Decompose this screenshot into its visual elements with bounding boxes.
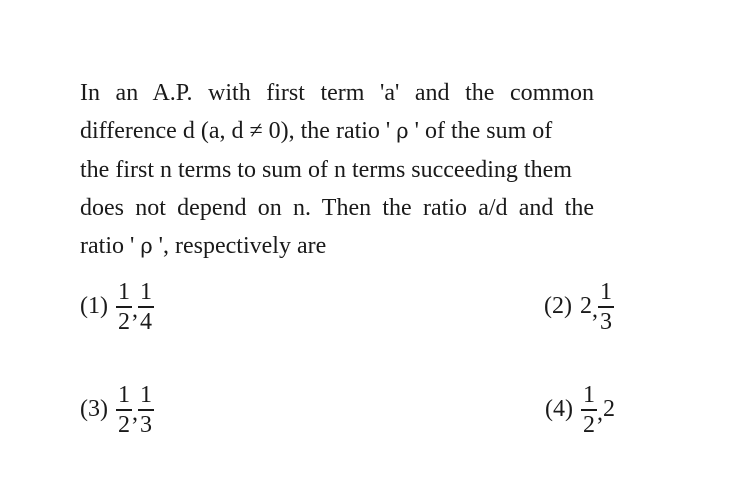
denominator: 3: [139, 411, 152, 438]
option-label: (2): [544, 293, 572, 320]
option-2[interactable]: [544, 280, 614, 334]
question-text: [80, 74, 680, 265]
integer-value: 2: [579, 293, 592, 320]
option-label: (4): [545, 396, 573, 423]
question-line-3: the first n terms to sum of n terms succeeding them: [80, 156, 572, 183]
fraction: [138, 280, 154, 334]
denominator: 4: [139, 308, 152, 335]
numerator: 1: [582, 382, 595, 408]
numerator: 1: [139, 382, 152, 408]
question-line-4: does not depend on n. Then the ratio a/d and the: [80, 194, 594, 221]
fraction: [598, 280, 614, 334]
numerator: 1: [599, 279, 612, 305]
question-line-2: [80, 112, 680, 150]
question-line-2-end: ' of the sum of: [414, 118, 553, 145]
denominator: 2: [117, 411, 130, 438]
denominator: 2: [117, 308, 130, 335]
separator: ,: [131, 297, 138, 324]
separator: ,: [591, 297, 598, 324]
question-line-2-start: difference d (a, d ≠ 0), the ratio ': [80, 118, 391, 145]
question-line-1: In an A.P. with first term 'a' and the common: [80, 80, 594, 106]
fraction: [581, 383, 597, 437]
rho-symbol: ρ: [140, 234, 153, 259]
question-line-5: [80, 227, 680, 265]
option-label: (3): [80, 396, 108, 423]
fraction: [138, 383, 154, 437]
rho-symbol: ρ: [396, 119, 409, 144]
fraction: [116, 383, 132, 437]
separator: ,: [596, 400, 603, 427]
numerator: 1: [117, 279, 130, 305]
integer-value: 2: [602, 396, 615, 423]
fraction: [116, 280, 132, 334]
denominator: 2: [582, 411, 595, 438]
option-3[interactable]: [80, 383, 154, 437]
denominator: 3: [599, 308, 612, 335]
option-label: (1): [80, 293, 108, 320]
numerator: 1: [139, 279, 152, 305]
question-line-5-start: ratio ': [80, 233, 135, 260]
question-line-5-end: ', respectively are: [158, 233, 327, 260]
option-1[interactable]: [80, 280, 154, 334]
numerator: 1: [117, 382, 130, 408]
separator: ,: [131, 400, 138, 427]
option-4[interactable]: [545, 383, 615, 437]
